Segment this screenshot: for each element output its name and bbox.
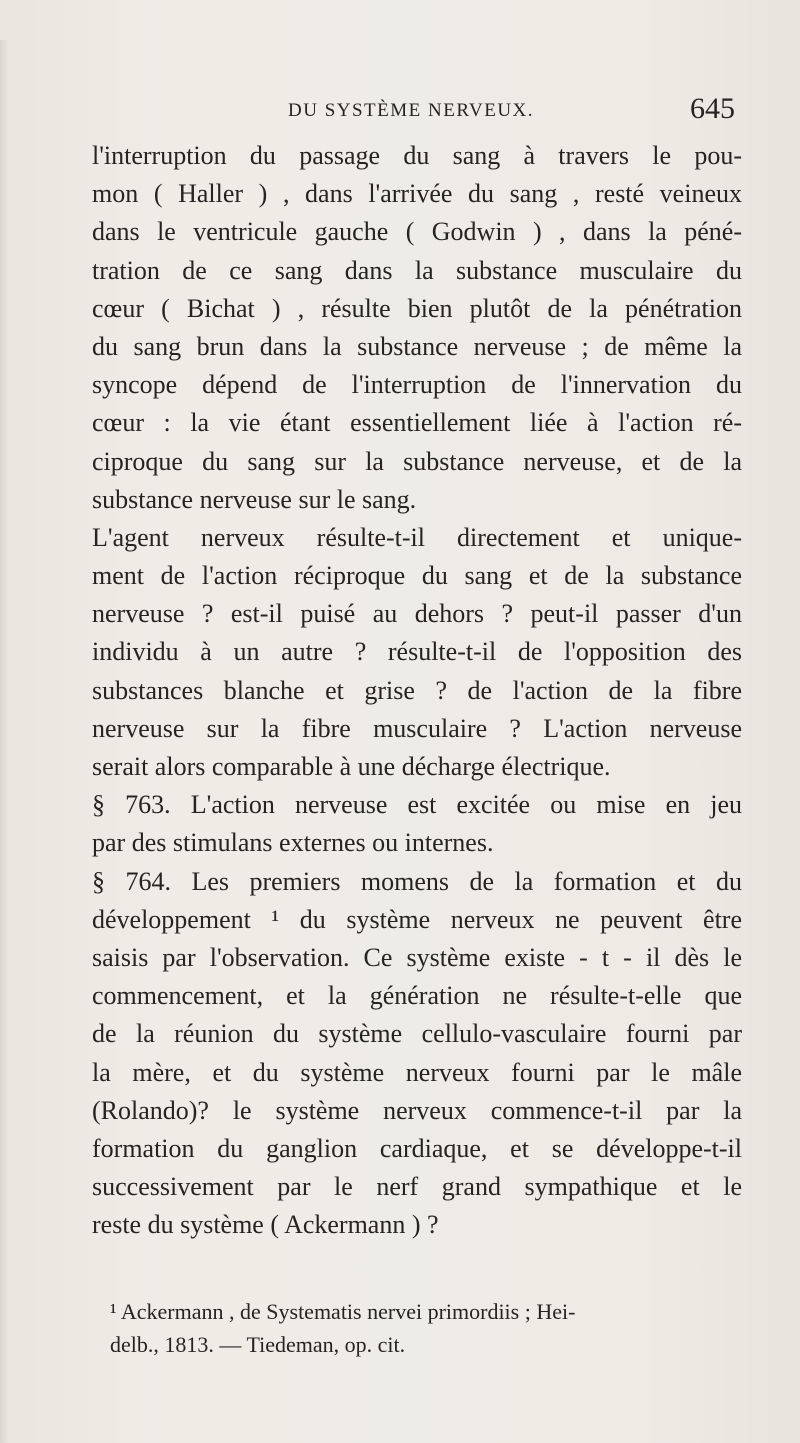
text-line: la mère, et du système nerveux fourni par le mâle [92, 1057, 742, 1087]
text-line: l'interruption du passage du sang à travers le pou- [92, 141, 742, 170]
text-line: successivement par le nerf grand sympathique et le [92, 1172, 742, 1202]
text-line: nerveuse ? est-il puisé au dehors ? peut-il passer d'un [92, 599, 742, 629]
footnotes [110, 1295, 740, 1361]
text-line: dans le ventricule gauche ( Godwin ) , dans la péné- [92, 217, 742, 247]
text-line: cœur : la vie étant essentiellement liée à l'action ré- [92, 408, 742, 438]
text-line: reste du système ( Ackermann ) ? [92, 1210, 439, 1240]
text-line: § 764. Les premiers momens de la formation et du [92, 866, 742, 896]
text-line: formation du ganglion cardiaque, et se développe-t-il [92, 1133, 742, 1163]
text-line: (Rolando)? le système nerveux commence-t-il par la [92, 1095, 742, 1125]
text-line: mon ( Haller ) , dans l'arrivée du sang , resté veineux [92, 179, 742, 209]
text-line: individu à un autre ? résulte-t-il de l'opposition des [92, 637, 742, 667]
text-line: du sang brun dans la substance nerveuse ; de même la [92, 331, 742, 361]
body-text [92, 137, 742, 1244]
text-line: par des stimulans externes ou internes. [92, 828, 494, 858]
text-line: de la réunion du système cellulo-vasculaire fourni par [92, 1019, 742, 1049]
page-header [0, 92, 800, 132]
text-line: commencement, et la génération ne résulte-t-elle que [92, 981, 742, 1011]
footnote-line: ¹ Ackermann , de Systematis nervei primordiis ; Hei- [110, 1299, 576, 1324]
text-line: saisis par l'observation. Ce système existe - t - il dès le [92, 942, 742, 972]
running-head: DU SYSTÈME NERVEUX. [288, 100, 535, 121]
text-line: développement ¹ du système nerveux ne peuvent être [92, 904, 742, 934]
footnote-line: delb., 1813. — Tiedeman, op. cit. [110, 1332, 406, 1357]
text-line: serait alors comparable à une décharge électrique. [92, 752, 611, 781]
text-line: ment de l'action réciproque du sang et de la substance [92, 561, 742, 591]
text-line: nerveuse sur la fibre musculaire ? L'action nerveuse [92, 713, 742, 743]
text-line: ciproque du sang sur la substance nerveuse, et de la [92, 446, 742, 476]
text-line: substance nerveuse sur le sang. [92, 484, 417, 514]
text-line: cœur ( Bichat ) , résulte bien plutôt de la pénétration [92, 293, 742, 323]
text-line: substances blanche et grise ? de l'action de la fibre [92, 675, 742, 705]
text-line: § 763. L'action nerveuse est excitée ou mise en jeu [92, 790, 742, 820]
page-number: 645 [690, 92, 735, 125]
text-line: tration de ce sang dans la substance musculaire du [92, 255, 742, 285]
page-gutter-shadow [0, 40, 10, 1443]
text-line: syncope dépend de l'interruption de l'innervation du [92, 370, 742, 400]
text-line: L'agent nerveux résulte-t-il directement et unique- [92, 522, 742, 552]
